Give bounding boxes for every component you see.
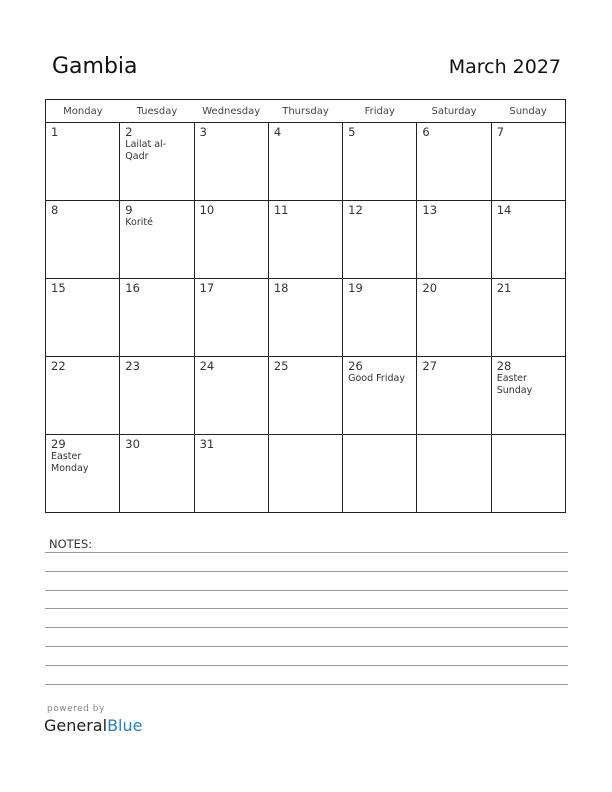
day-number: 24 — [199, 359, 215, 373]
day-cell — [268, 435, 342, 513]
week-row — [46, 435, 566, 513]
day-number: 26 — [348, 359, 363, 373]
day-number: 16 — [125, 281, 140, 295]
day-number: 18 — [273, 281, 289, 295]
day-cell — [417, 435, 491, 513]
day-cell — [268, 123, 342, 201]
notes-label: NOTES: — [49, 537, 93, 551]
notes-line — [45, 571, 568, 572]
day-number: 31 — [199, 437, 215, 451]
notes-line — [45, 665, 568, 666]
day-cell — [46, 357, 120, 435]
brand-logo — [44, 716, 142, 735]
month-year-title: March 2027 — [448, 56, 561, 78]
day-cell — [343, 357, 417, 435]
day-cell — [120, 357, 194, 435]
calendar-grid — [45, 99, 566, 513]
day-cell — [343, 435, 417, 513]
day-cell — [120, 279, 194, 357]
weekday-header: Tuesday — [120, 100, 194, 123]
weekday-header: Sunday — [491, 100, 565, 123]
weekday-header: Monday — [46, 100, 120, 123]
day-cell — [268, 201, 342, 279]
day-number: 9 — [125, 203, 133, 217]
day-number: 20 — [422, 281, 438, 295]
day-number: 15 — [51, 281, 66, 295]
day-cell — [194, 123, 268, 201]
week-row — [46, 201, 566, 279]
day-cell — [491, 435, 565, 513]
day-number: 22 — [51, 359, 66, 373]
notes-line — [45, 608, 568, 609]
day-number: 6 — [422, 125, 430, 139]
holiday-label: Korité — [125, 217, 153, 228]
notes-line — [45, 646, 568, 647]
day-number: 17 — [199, 281, 215, 295]
day-cell — [491, 123, 565, 201]
notes-line — [45, 552, 568, 553]
day-cell — [343, 279, 417, 357]
day-number: 8 — [51, 203, 59, 217]
day-number: 28 — [496, 359, 512, 373]
notes-line — [45, 627, 568, 628]
week-row — [46, 279, 566, 357]
day-number: 3 — [199, 125, 207, 139]
day-number: 29 — [51, 437, 66, 451]
day-number: 19 — [348, 281, 363, 295]
day-number: 5 — [348, 125, 356, 139]
holiday-label: Lailat al-Qadr — [125, 139, 167, 162]
day-number: 2 — [125, 125, 133, 139]
day-number: 25 — [273, 359, 289, 373]
brand-logo-blue: Blue — [107, 716, 143, 735]
day-cell — [491, 201, 565, 279]
day-cell — [120, 435, 194, 513]
day-number: 23 — [125, 359, 140, 373]
holiday-label: Easter Monday — [51, 451, 89, 474]
country-title: Gambia — [52, 54, 138, 79]
day-number: 30 — [125, 437, 140, 451]
weekday-header-row — [46, 100, 566, 123]
day-cell — [417, 123, 491, 201]
day-cell — [417, 201, 491, 279]
day-number: 11 — [273, 203, 289, 217]
day-cell — [194, 279, 268, 357]
notes-line — [45, 684, 568, 685]
week-row — [46, 123, 566, 201]
day-cell — [343, 123, 417, 201]
day-number: 10 — [199, 203, 215, 217]
day-cell — [268, 279, 342, 357]
day-number: 14 — [496, 203, 512, 217]
weekday-header: Wednesday — [194, 100, 268, 123]
week-row — [46, 357, 566, 435]
day-cell — [194, 201, 268, 279]
day-cell — [120, 201, 194, 279]
day-cell — [417, 357, 491, 435]
day-cell — [343, 201, 417, 279]
weekday-header: Thursday — [268, 100, 342, 123]
brand-logo-general: General — [44, 716, 108, 735]
day-cell — [491, 279, 565, 357]
day-cell — [491, 357, 565, 435]
day-number: 13 — [422, 203, 438, 217]
day-number: 21 — [496, 281, 512, 295]
day-cell — [120, 123, 194, 201]
holiday-label: Easter Sunday — [496, 373, 533, 396]
day-cell — [46, 279, 120, 357]
day-cell — [46, 123, 120, 201]
day-cell — [268, 357, 342, 435]
day-cell — [417, 279, 491, 357]
day-number: 1 — [51, 125, 59, 139]
powered-by-text: powered by — [47, 704, 105, 714]
day-number: 27 — [422, 359, 438, 373]
day-cell — [46, 435, 120, 513]
weekday-header: Saturday — [417, 100, 491, 123]
day-cell — [46, 201, 120, 279]
day-number: 12 — [348, 203, 363, 217]
day-cell — [194, 435, 268, 513]
day-number: 7 — [496, 125, 505, 139]
holiday-label: Good Friday — [348, 373, 405, 384]
day-number: 4 — [273, 125, 282, 139]
weekday-header: Friday — [343, 100, 417, 123]
notes-line — [45, 590, 568, 591]
day-cell — [194, 357, 268, 435]
